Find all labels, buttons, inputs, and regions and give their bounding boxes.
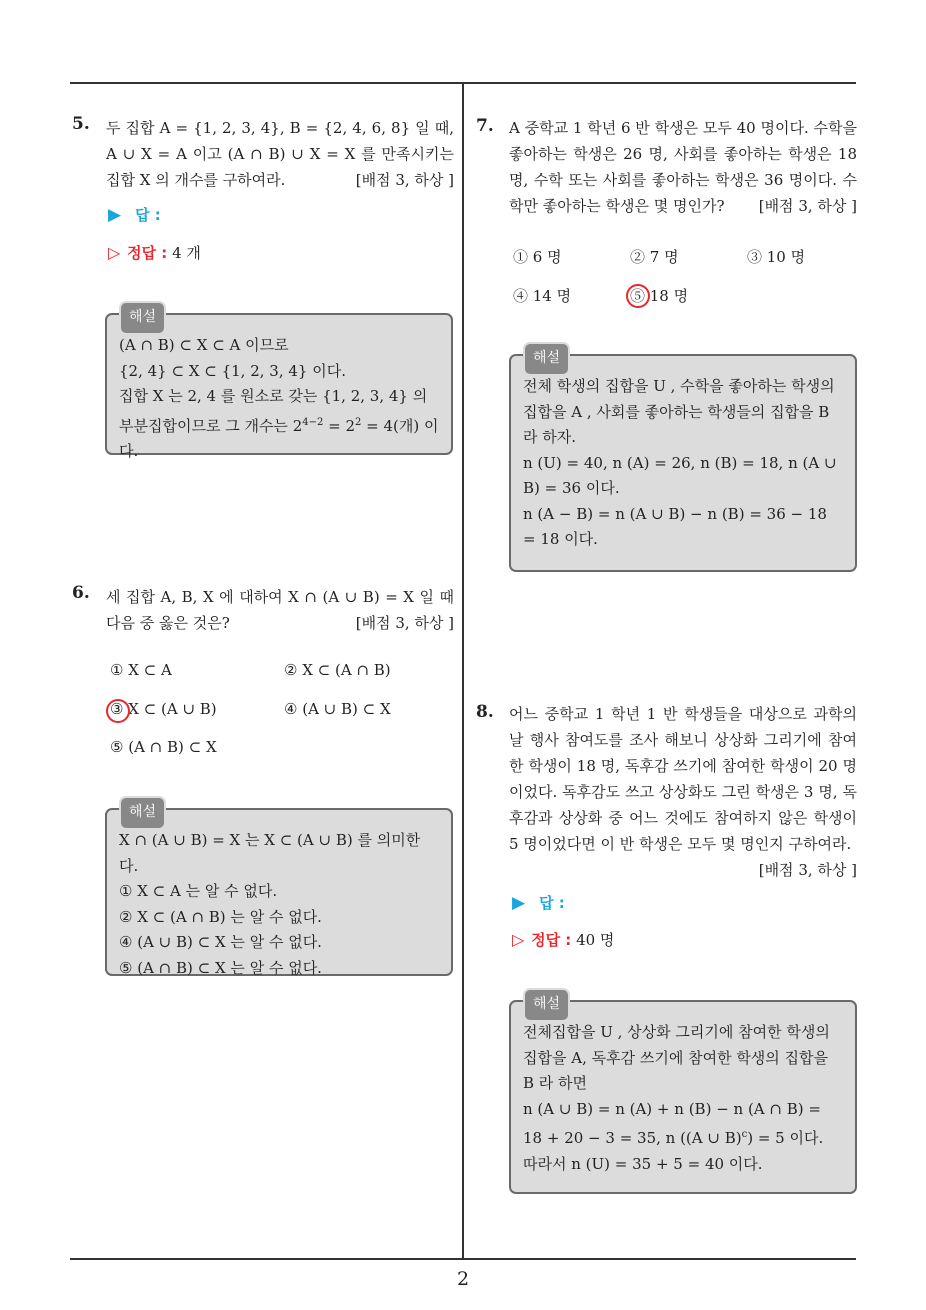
q7-solution-text: 전체 학생의 집합을 U , 수학을 좋아하는 학생의 집합을 A , 사회를 좋아하는 학생들의 집합을 B 라 하자. n (U) = 40, n (A) = 26, n (B) = 18, n (A ∪ B) = 36 이다. n (A − B) = n (A ∪ B) − n (B) = 36 − 18 = 18 이다. bbox=[523, 377, 837, 548]
q5-number: 5. bbox=[72, 114, 90, 134]
q8-solution-main: 전체집합을 U , 상상화 그리기에 참여한 학생의 집합을 A, 독후감 쓰기에 참여한 학생의 집합을 B 라 하면 n (A ∪ B) = n (A) + n (B) − n (A ∩ B) = 18 + 20 − 3 = 35, n ((A ∪ B) bbox=[523, 1023, 830, 1147]
bottom-rule bbox=[70, 1258, 856, 1260]
q7-choice-5-label: ⑤ 18 명 bbox=[630, 287, 689, 305]
q6-choice-1[interactable]: ① X ⊂ A bbox=[110, 661, 172, 679]
q5-correct-label: 정답 : bbox=[127, 244, 168, 262]
q7-choice-3[interactable]: ③ 10 명 bbox=[747, 248, 806, 266]
q8-text: 어느 중학교 1 학년 1 반 학생들을 대상으로 과학의 날 행사 참여도를 조사 해보니 상상화 그리기에 참여한 학생이 18 명, 독후감 쓰기에 참여한 학생이 20 명이었다. 독후감도 쓰고 상상화도 그린 학생은 3 명, 독후감과 상상화 중 어느 것에도 참여하지 않은 학생이 5 명이었다면 이 반 학생은 모두 몇 명인지 구하여라. bbox=[509, 705, 857, 853]
q8-solution-text bbox=[523, 1020, 843, 1177]
q7-choice-4[interactable]: ④ 14 명 bbox=[513, 287, 572, 305]
q8-block bbox=[509, 701, 857, 883]
selected-answer-circle bbox=[106, 699, 130, 723]
q8-solution-tag: 해설 bbox=[523, 988, 570, 1022]
q5-solution-main: (A ∩ B) ⊂ X ⊂ A 이므로 {2, 4} ⊂ X ⊂ {1, 2, 3, 4} 이다. 집합 X 는 2, 4 를 원소로 갖는 {1, 2, 3, 4} 의 부분집합이므로 그 개수는 2 bbox=[119, 336, 428, 435]
play-icon: ▶ bbox=[512, 893, 526, 913]
q7-number: 7. bbox=[476, 116, 494, 136]
q8-correct-label: 정답 : bbox=[531, 931, 572, 949]
q5-solution-end: = 4(개) 이다. bbox=[119, 416, 439, 460]
q5-correct-line bbox=[108, 242, 201, 263]
q5-block bbox=[106, 115, 454, 193]
q5-solution-exponent: 4−2 bbox=[302, 416, 324, 428]
q6-number: 6. bbox=[72, 583, 90, 603]
q6-choice-4[interactable]: ④ (A ∪ B) ⊂ X bbox=[284, 700, 391, 718]
q5-solution-tail: = 2 bbox=[323, 416, 356, 435]
q8-correct-value: 40 명 bbox=[576, 931, 615, 949]
q8-points: [배점 3, 하상 ] bbox=[758, 861, 857, 879]
q5-answer-line bbox=[108, 204, 161, 225]
q6-choice-3[interactable] bbox=[110, 700, 217, 718]
q6-solution-box bbox=[105, 804, 453, 977]
q5-solution-text bbox=[119, 333, 439, 465]
play-icon: ▶ bbox=[108, 205, 122, 225]
q8-solution-end: ) = 5 이다. 따라서 n (U) = 35 + 5 = 40 이다. bbox=[523, 1129, 824, 1173]
q7-points: [배점 3, 하상 ] bbox=[758, 197, 857, 215]
q6-points: [배점 3, 하상 ] bbox=[355, 614, 454, 632]
column-divider bbox=[462, 84, 464, 1258]
page-number: 2 bbox=[456, 1268, 470, 1290]
q7-choice-1[interactable]: ① 6 명 bbox=[513, 248, 562, 266]
q6-text: 세 집합 A, B, X 에 대하여 X ∩ (A ∪ B) = X 일 때 다음 중 옳은 것은? bbox=[106, 588, 454, 632]
q5-points: [배점 3, 하상 ] bbox=[355, 171, 454, 189]
q6-choice-2[interactable]: ② X ⊂ (A ∩ B) bbox=[284, 661, 391, 679]
triangle-outline-icon: ▷ bbox=[108, 243, 121, 262]
q6-choice-5[interactable]: ⑤ (A ∩ B) ⊂ X bbox=[110, 738, 217, 756]
q7-solution-box bbox=[509, 350, 857, 572]
q5-solution-tag: 해설 bbox=[119, 301, 166, 335]
q8-correct-line bbox=[512, 929, 614, 950]
q7-choice-5[interactable] bbox=[630, 285, 688, 306]
q6-solution-tag: 해설 bbox=[119, 796, 166, 830]
q8-number: 8. bbox=[476, 702, 494, 722]
q7-solution-tag: 해설 bbox=[523, 342, 570, 376]
q7-text: A 중학교 1 학년 6 반 학생은 모두 40 명이다. 수학을 좋아하는 학생은 26 명, 사회를 좋아하는 학생은 18 명, 수학 또는 사회를 좋아하는 학생은 36 명이다. 수학만 좋아하는 학생은 몇 명인가? bbox=[509, 119, 857, 215]
selected-answer-circle bbox=[626, 284, 650, 308]
q6-block bbox=[106, 584, 454, 636]
q5-solution-box bbox=[105, 309, 453, 460]
q7-block bbox=[509, 115, 857, 219]
q6-choice-3-label: ③ X ⊂ (A ∪ B) bbox=[110, 700, 217, 718]
q8-solution-box bbox=[509, 996, 857, 1194]
q5-correct-value: 4 개 bbox=[172, 244, 201, 262]
q8-solution-superscript: c bbox=[741, 1129, 748, 1140]
q5-answer-label: 답 : bbox=[135, 206, 161, 224]
triangle-outline-icon: ▷ bbox=[512, 930, 525, 949]
q8-answer-label: 답 : bbox=[539, 894, 565, 912]
q7-choice-2[interactable]: ② 7 명 bbox=[630, 248, 679, 266]
q6-solution-text: X ∩ (A ∪ B) = X 는 X ⊂ (A ∪ B) 를 의미한다. ① X ⊂ A 는 알 수 없다. ② X ⊂ (A ∩ B) 는 알 수 없다. ④ (A ∪ B) ⊂ X 는 알 수 없다. ⑤ (A ∩ B) ⊂ X 는 알 수 없다. bbox=[119, 831, 421, 977]
q5-text: 두 집합 A = {1, 2, 3, 4}, B = {2, 4, 6, 8} 일 때, A ∪ X = A 이고 (A ∩ B) ∪ X = X 를 만족시키는 집합 X 의 개수를 구하여라. bbox=[106, 119, 454, 189]
q8-answer-line bbox=[512, 892, 565, 913]
q5-solution-exponent2: 2 bbox=[355, 416, 362, 428]
